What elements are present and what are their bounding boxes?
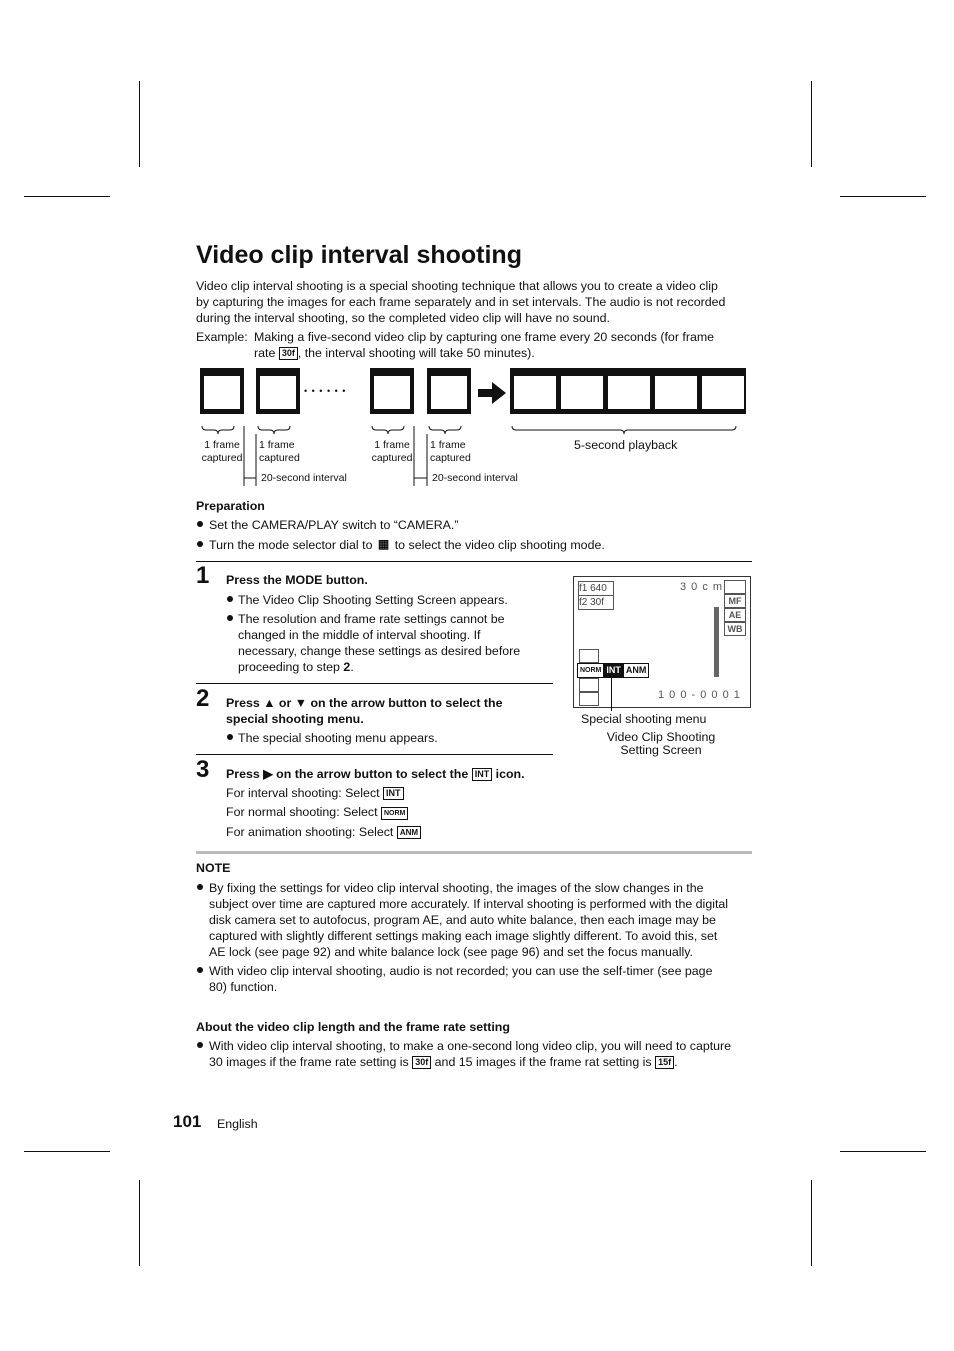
divider — [196, 561, 752, 562]
note-line: With video clip interval shooting, audio is not recorded; you can use the self-timer (see page — [209, 964, 713, 978]
step-bullet: The special shooting menu appears. — [238, 731, 438, 745]
title-line: special shooting menu. — [226, 712, 364, 726]
about-line — [209, 1054, 754, 1070]
bullet-text: . — [350, 660, 354, 674]
page-number: 101 — [173, 1112, 202, 1131]
frame-caption — [430, 439, 474, 465]
step-bullet — [238, 611, 548, 675]
framerate-value: 30f — [590, 597, 605, 608]
note-line: By fixing the settings for video clip interval shooting, the images of the slow changes in the — [209, 881, 704, 895]
resolution-box — [578, 581, 614, 596]
example-line: Making a five-second video clip by capturing one frame every 20 seconds (for frame — [254, 330, 715, 344]
flash-icon — [579, 678, 599, 692]
caption-line: Video Clip Shooting — [606, 730, 716, 744]
crop-mark — [811, 1180, 812, 1266]
frame-image — [373, 375, 411, 410]
note-divider — [196, 851, 752, 854]
wb-lock-indicator: WB — [724, 622, 746, 636]
note-heading: NOTE — [196, 861, 231, 875]
note-line: captured with slightly different settings making each image slightly different. To avoid this, set — [209, 929, 718, 943]
page-title: Video clip interval shooting — [196, 241, 522, 269]
frame-image — [513, 375, 557, 410]
frame-image — [430, 375, 468, 410]
language-label: English — [217, 1117, 258, 1131]
bullet-icon — [197, 1042, 203, 1048]
title-line: Press ▲ or ▼ on the arrow button to select the — [226, 696, 503, 710]
bullet-icon — [197, 521, 203, 527]
video-mode-icon — [724, 580, 746, 594]
bullet-icon — [197, 541, 203, 547]
about-text: and 15 images if the frame rat setting is — [434, 1055, 652, 1069]
intro-line: Video clip interval shooting is a special shooting technique that allows you to create a video clip — [196, 279, 718, 293]
frame-image — [701, 375, 745, 410]
interval-icon: INT — [472, 768, 493, 781]
intro-paragraph — [196, 278, 756, 326]
preparation-bullet — [209, 537, 605, 553]
special-menu-bar — [577, 663, 649, 678]
self-timer-icon — [579, 649, 599, 663]
note-line: 80) function. — [209, 980, 278, 994]
step-bullet: The Video Clip Shooting Setting Screen appears. — [238, 593, 508, 607]
step-number: 1 — [196, 562, 210, 589]
preparation-heading: Preparation — [196, 499, 265, 513]
bullet-icon — [227, 615, 233, 621]
framerate-box — [578, 595, 614, 610]
interval-label: 20-second interval — [261, 472, 347, 484]
normal-icon: NORM — [381, 807, 408, 820]
frame-caption — [370, 439, 414, 465]
select-text: For interval shooting: Select — [226, 786, 380, 800]
about-heading: About the video clip length and the frame rate setting — [196, 1020, 510, 1034]
frame-rate-30f-icon: 30f — [279, 347, 298, 360]
frame-rate-30f-icon: 30f — [412, 1056, 431, 1069]
caption-line: Setting Screen — [620, 743, 702, 757]
animation-icon: ANM — [625, 665, 647, 675]
bullet-text: 2 — [343, 660, 351, 674]
crop-mark — [24, 1151, 110, 1152]
preparation-bullet: Set the CAMERA/PLAY switch to “CAMERA.” — [209, 518, 459, 532]
camera-setting-screen — [573, 576, 751, 708]
bullet-line: The resolution and frame rate settings cannot be — [238, 612, 505, 626]
bullet-icon — [227, 734, 233, 740]
divider — [196, 754, 553, 755]
intro-line: during the interval shooting, so the completed video clip will have no sound. — [196, 311, 610, 325]
bullet-icon — [227, 596, 233, 602]
frame-image — [607, 375, 651, 410]
caption-line: captured — [430, 452, 471, 464]
divider — [196, 683, 553, 684]
file-counter: 1 0 0 - 0 0 0 1 — [658, 689, 741, 701]
about-line: With video clip interval shooting, to make a one-second long video clip, you will need to capture — [209, 1039, 732, 1053]
caption-line: captured — [371, 452, 413, 464]
bullet-text: to select the video clip shooting mode. — [394, 538, 605, 552]
quality-icon — [579, 692, 599, 706]
caption-line: captured — [259, 452, 300, 464]
step-number: 3 — [196, 756, 210, 783]
crop-mark — [24, 196, 110, 197]
f2-label: f2 — [579, 597, 588, 608]
crop-mark — [139, 1180, 140, 1266]
about-text: 30 images if the frame rate setting is — [209, 1055, 409, 1069]
title-text: Press ▶ on the arrow button to select the — [226, 767, 469, 781]
note-bullet — [209, 880, 754, 960]
frame-image — [560, 375, 604, 410]
bullet-text: proceeding to step — [238, 660, 344, 674]
frame-caption — [200, 439, 244, 465]
note-line: AE lock (see page 92) and white balance lock (see page 96) and set the focus manually. — [209, 945, 693, 959]
select-line — [226, 824, 421, 840]
crop-mark — [840, 1151, 926, 1152]
select-text: For normal shooting: Select — [226, 805, 378, 819]
frame-caption — [259, 439, 303, 465]
normal-icon: NORM — [580, 667, 602, 674]
step-title — [226, 766, 525, 782]
bullet-icon — [197, 967, 203, 973]
frame-image — [203, 375, 241, 410]
step-title: Press the MODE button. — [226, 573, 368, 587]
interval-icon: INT — [383, 787, 404, 800]
mf-indicator: MF — [724, 594, 746, 608]
screen-caption — [573, 731, 749, 757]
animation-icon: ANM — [397, 826, 421, 839]
focus-distance: 3 0 c m — [680, 581, 724, 593]
frame-image — [654, 375, 698, 410]
select-line — [226, 804, 408, 820]
dots-ellipsis: • • • • • • — [304, 386, 347, 396]
bullet-icon — [197, 884, 203, 890]
callout-line — [611, 677, 612, 711]
example-text: , the interval shooting will take 50 minutes). — [297, 346, 535, 360]
zoom-bar — [714, 607, 719, 677]
select-text: For animation shooting: Select — [226, 825, 394, 839]
interval-label: 20-second interval — [432, 472, 518, 484]
bullet-line: changed in the middle of interval shooting. If — [238, 628, 481, 642]
step-number: 2 — [196, 685, 210, 712]
bullet-line: necessary, change these settings as desired before — [238, 644, 521, 658]
bullet-text: Turn the mode selector dial to — [209, 538, 373, 552]
resolution-value: 640 — [590, 583, 607, 594]
bullet-line — [238, 659, 548, 675]
ae-lock-indicator: AE — [724, 608, 746, 622]
crop-mark — [811, 81, 812, 167]
crop-mark — [139, 81, 140, 167]
caption-line: 1 frame — [259, 439, 295, 451]
caption-line: 1 frame — [430, 439, 466, 451]
right-arrow-icon — [478, 382, 506, 404]
example-line — [254, 345, 535, 361]
frame-image — [259, 375, 297, 410]
intro-line: by capturing the images for each frame separately and in set intervals. The audio is not recorded — [196, 295, 726, 309]
caption-line: 1 frame — [374, 439, 410, 451]
note-line: disk camera set to autofocus, program AE, and auto white balance, then each image may be — [209, 913, 716, 927]
example-label: Example: — [196, 330, 248, 344]
playback-label: 5-second playback — [574, 438, 678, 452]
interval-icon: INT — [603, 664, 624, 677]
caption-line: captured — [201, 452, 243, 464]
special-menu-label: Special shooting menu — [581, 712, 707, 726]
note-line: subject over time are captured more accurately. If interval shooting is performed with the digital — [209, 897, 729, 911]
f1-label: f1 — [579, 583, 588, 594]
crop-mark — [840, 196, 926, 197]
note-bullet — [209, 963, 754, 995]
frame-rate-15f-icon: 15f — [655, 1056, 674, 1069]
video-mode-icon: ▦ — [377, 537, 390, 551]
step-title — [226, 695, 503, 727]
select-line — [226, 785, 404, 801]
title-text: icon. — [495, 767, 525, 781]
about-text: . — [674, 1055, 678, 1069]
example-text: rate — [254, 346, 276, 360]
about-bullet — [209, 1038, 754, 1070]
caption-line: 1 frame — [204, 439, 240, 451]
